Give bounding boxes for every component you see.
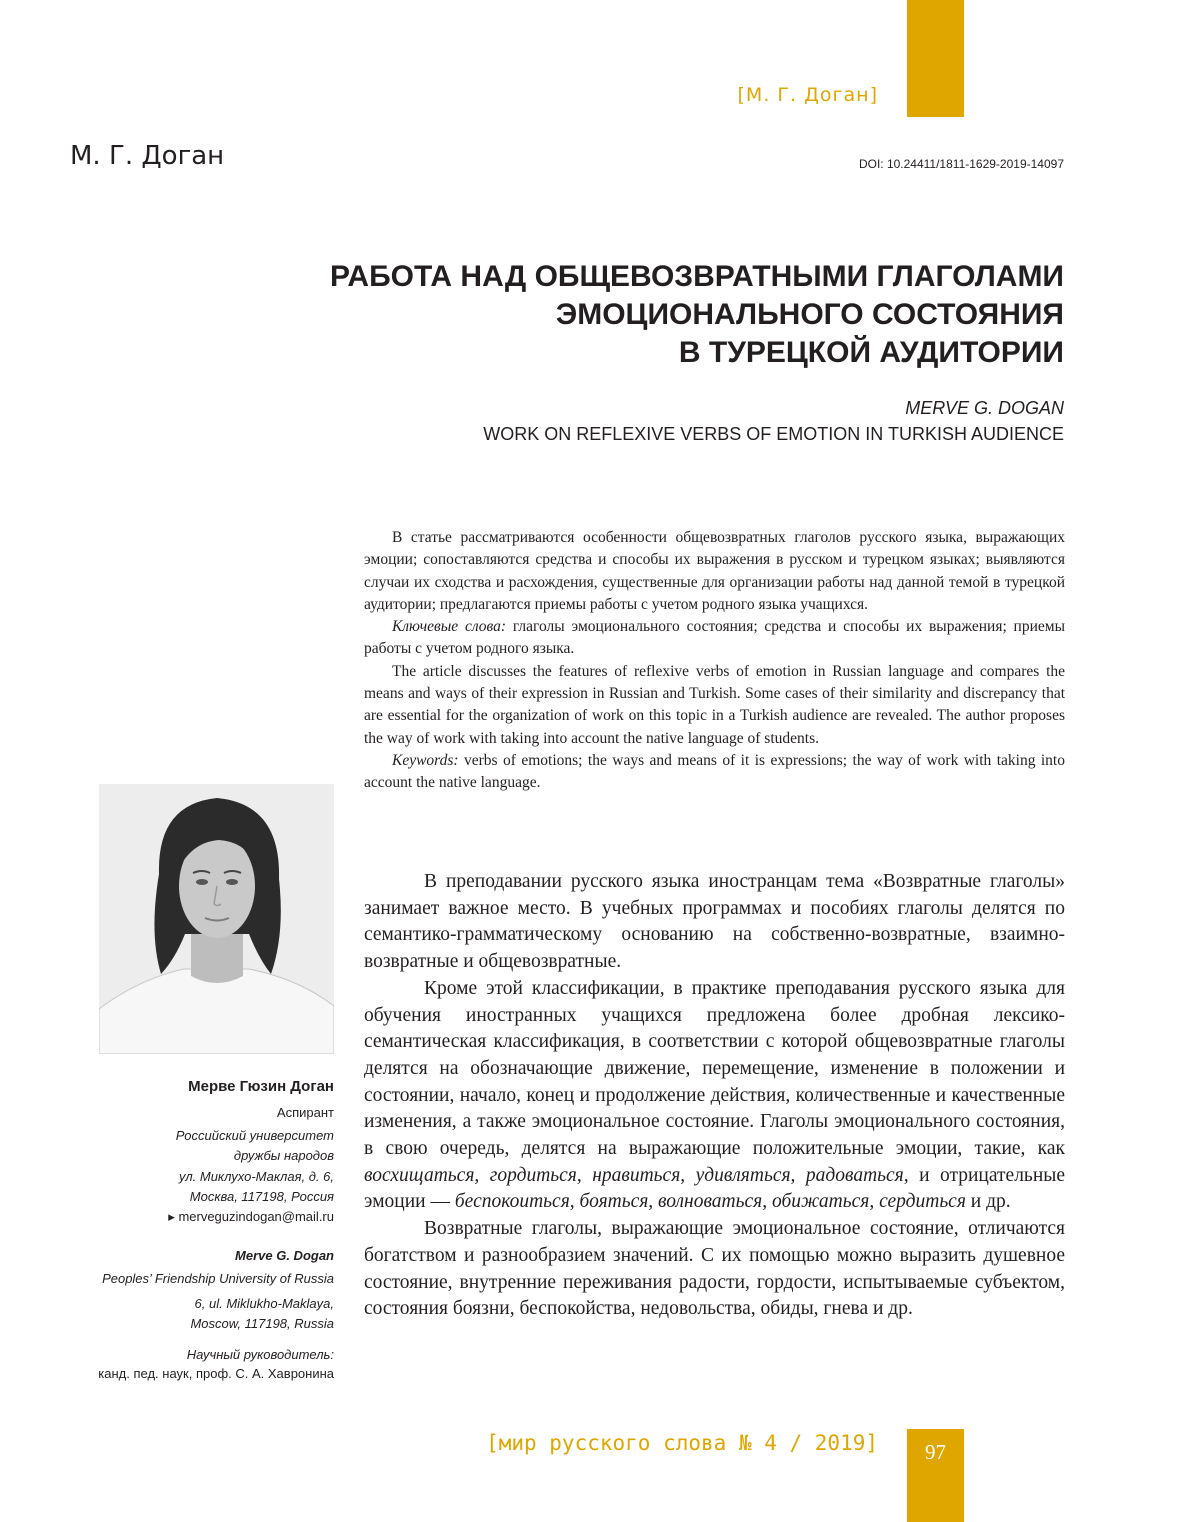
keywords-en-text: verbs of emotions; the ways and means of it is expressions; the way of work with taking into account the native language. — [364, 751, 1065, 792]
author-name-english: Merve G. Dogan — [235, 1248, 334, 1263]
author-photo — [99, 784, 334, 1054]
keywords-ru-text: глаголы эмоционального состояния; средства и способы их выражения; приемы работы с учетом родного языка. — [364, 618, 1065, 658]
title-line-3: В ТУРЕЦКОЙ АУДИТОРИИ — [678, 336, 1064, 369]
body-paragraph-2-part-c: и др. — [965, 1191, 1011, 1213]
author-university — [60, 1126, 334, 1166]
author-address-english-line-2: Moscow, 117198, Russia — [190, 1316, 334, 1331]
article-body — [364, 869, 1065, 1323]
author-email-link[interactable]: merveguzindogan@mail.ru — [178, 1209, 334, 1224]
body-paragraph-2 — [364, 976, 1065, 1216]
doi-label: DOI: 10.24411/1811-1629-2019-14097 — [858, 157, 1064, 171]
abstract — [364, 527, 1065, 795]
author-address — [60, 1167, 334, 1207]
header-accent-bar — [907, 0, 964, 117]
author-email-row — [60, 1209, 334, 1225]
abstract-en: The article discusses the features of reflexive verbs of emotion in Russian language and compares the means and ways of their expression in Russian and Turkish. Some cases of their similarity and discrepancy that are essential for the organization of work on this topic in a Turkish audience are revealed. The author proposes the way of work with taking into account the native language of students. — [364, 662, 1065, 747]
author-university-line-2: дружбы народов — [233, 1148, 334, 1163]
page-number: 97 — [925, 1440, 946, 1464]
author-university-line-1: Российский университет — [175, 1128, 334, 1143]
email-arrow-icon: ▸ — [168, 1209, 175, 1224]
author-name: Мерве Гюзин Доган — [188, 1078, 334, 1095]
positive-emotion-verbs: восхищаться, гордиться, нравиться, удивляться, радоваться — [364, 1164, 904, 1186]
author-portrait-illustration — [99, 784, 334, 1054]
keywords-ru-label: Ключевые слова: — [392, 618, 507, 636]
author-address-english — [60, 1294, 334, 1334]
supervisor-name: канд. пед. наук, проф. С. А. Хавронина — [98, 1366, 334, 1381]
english-article-title: WORK ON REFLEXIVE VERBS OF EMOTION IN TURKISH AUDIENCE — [483, 424, 1064, 444]
english-author-name: MERVE G. DOGAN — [905, 398, 1064, 418]
body-paragraph-2-part-a: Кроме этой классификации, в практике преподавания русского языка для обучения иностранных учащихся предложена более дробная лексико-семантическая классификация, в соответствии с которой общевозвратные глаголы делятся на обозначающие движение, перемещение, изменение в положении и состоянии, начало, конец и продолжение действия, количественные и качественные изменения, а также эмоциональное состояние. Глаголы эмоционального состояния, в свою очередь, делятся на выражающие положительные эмоции, такие, как — [364, 977, 1065, 1160]
running-head: [М. Г. Доган] — [737, 84, 878, 106]
author-address-line-1: ул. Миклухо-Маклая, д. 6, — [178, 1169, 334, 1184]
author-university-english: Peoples’ Friendship University of Russia — [102, 1271, 334, 1286]
author-address-english-line-1: 6, ul. Miklukho-Maklaya, — [194, 1296, 334, 1311]
body-paragraph-2-part-b: , и отрицательные эмоции — — [364, 1164, 1066, 1213]
title-line-2: ЭМОЦИОНАЛЬНОГО СОСТОЯНИЯ — [555, 298, 1064, 331]
author-position: Аспирант — [276, 1105, 334, 1120]
keywords-ru — [364, 616, 1065, 661]
title-line-1: РАБОТА НАД ОБЩЕВОЗВРАТНЫМИ ГЛАГОЛАМИ — [330, 260, 1064, 293]
abstract-ru: В статье рассматриваются особенности общевозвратных глаголов русского языка, выражающих эмоции; сопоставляются средства и способы их выражения в русском и турецком языках; выявляются случаи их сходства и расхождения, существенные для организации работы над данной темой в турецкой аудитории; предлагаются приемы работы с учетом родного языка учащихся. — [364, 529, 1065, 613]
negative-emotion-verbs: беспокоиться, бояться, волноваться, обижаться, сердиться — [454, 1191, 966, 1213]
keywords-en-label: Keywords: — [392, 751, 459, 769]
body-paragraph-1: В преподавании русского языка иностранцам тема «Возвратные глаголы» занимает важное место. В учебных программах и пособиях глаголы делятся по семантико-грамматическому основанию на собственно-возвратные, взаимно-возвратные и общевозвратные. — [364, 871, 1065, 973]
supervisor-label: Научный руководитель: — [186, 1347, 334, 1362]
keywords-en — [364, 750, 1065, 795]
author-heading: М. Г. Доган — [70, 141, 225, 171]
journal-footer: [мир русского слова № 4 / 2019] — [486, 1431, 878, 1455]
article-title — [244, 258, 1064, 372]
body-paragraph-3: Возвратные глаголы, выражающие эмоциональное состояние, отличаются богатством и разнообразием значений. С их помощью можно выразить душевное состояние, внутренние переживания радости, гордости, испытываемые субъектом, состояния боязни, беспокойства, недовольства, обиды, гнева и др. — [364, 1218, 1065, 1320]
author-address-line-2: Москва, 117198, Россия — [189, 1189, 334, 1204]
